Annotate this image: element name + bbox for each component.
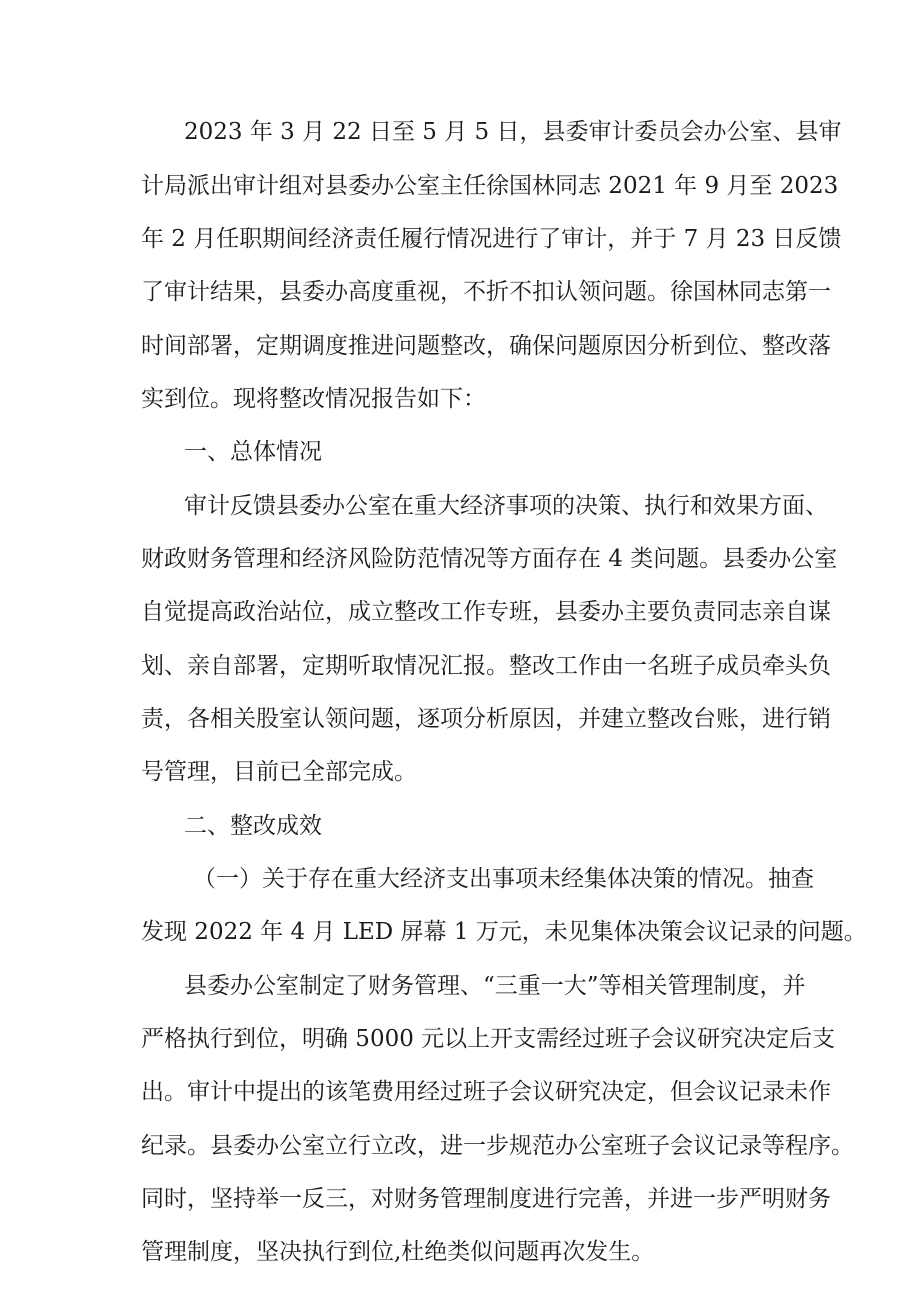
paragraph-rectify-line: 出。审计中提出的该笔费用经过班子会议研究决定，但会议记录未作	[141, 1079, 831, 1105]
section-heading-results: 二、整改成效	[184, 813, 322, 839]
paragraph-overview-line: 财政财务管理和经济风险防范情况等方面存在 4 类问题。县委办公室	[141, 546, 838, 572]
paragraph-rectify-line: 管理制度，坚决执行到位,杜绝类似问题再次发生。	[141, 1239, 655, 1265]
paragraph-intro-line: 实到位。现将整改情况报告如下：	[141, 386, 486, 412]
paragraph-rectify-line: 县委办公室制定了财务管理、“三重一大”等相关管理制度，并	[184, 973, 806, 999]
paragraph-rectify-line: 严格执行到位，明确 5000 元以上开支需经过班子会议研究决定后支	[141, 1026, 836, 1052]
paragraph-intro-line: 计局派出审计组对县委办公室主任徐国林同志 2021 年 9 月至 2023	[141, 173, 839, 199]
paragraph-item1-line: 发现 2022 年 4 月 LED 屏幕 1 万元，未见集体决策会议记录的问题。	[141, 919, 867, 945]
paragraph-overview-line: 责，各相关股室认领问题，逐项分析原因，并建立整改台账，进行销	[141, 706, 831, 732]
paragraph-intro-line: 2023 年 3 月 22 日至 5 月 5 日，县委审计委员会办公室、县审	[184, 119, 842, 145]
paragraph-overview-line: 划、亲自部署，定期听取情况汇报。整改工作由一名班子成员牵头负	[141, 653, 831, 679]
paragraph-rectify-line: 纪录。县委办公室立行立改，进一步规范办公室班子会议记录等程序。	[141, 1133, 854, 1159]
paragraph-intro-line: 了审计结果，县委办高度重视，不折不扣认领问题。徐国林同志第一	[141, 279, 831, 305]
paragraph-intro-line: 时间部署，定期调度推进问题整改，确保问题原因分析到位、整改落	[141, 333, 831, 359]
section-heading-overview: 一、总体情况	[184, 439, 322, 465]
paragraph-item1-line: （一）关于存在重大经济支出事项未经集体决策的情况。抽查	[193, 866, 814, 892]
paragraph-overview-line: 审计反馈县委办公室在重大经济事项的决策、执行和效果方面、	[184, 493, 828, 519]
paragraph-overview-line: 号管理，目前已全部完成。	[141, 759, 417, 785]
paragraph-intro-line: 年 2 月任职期间经济责任履行情况进行了审计，并于 7 月 23 日反馈	[141, 226, 842, 252]
paragraph-overview-line: 自觉提高政治站位，成立整改工作专班，县委办主要负责同志亲自谋	[141, 599, 831, 625]
paragraph-rectify-line: 同时，坚持举一反三，对财务管理制度进行完善，并进一步严明财务	[141, 1186, 831, 1212]
